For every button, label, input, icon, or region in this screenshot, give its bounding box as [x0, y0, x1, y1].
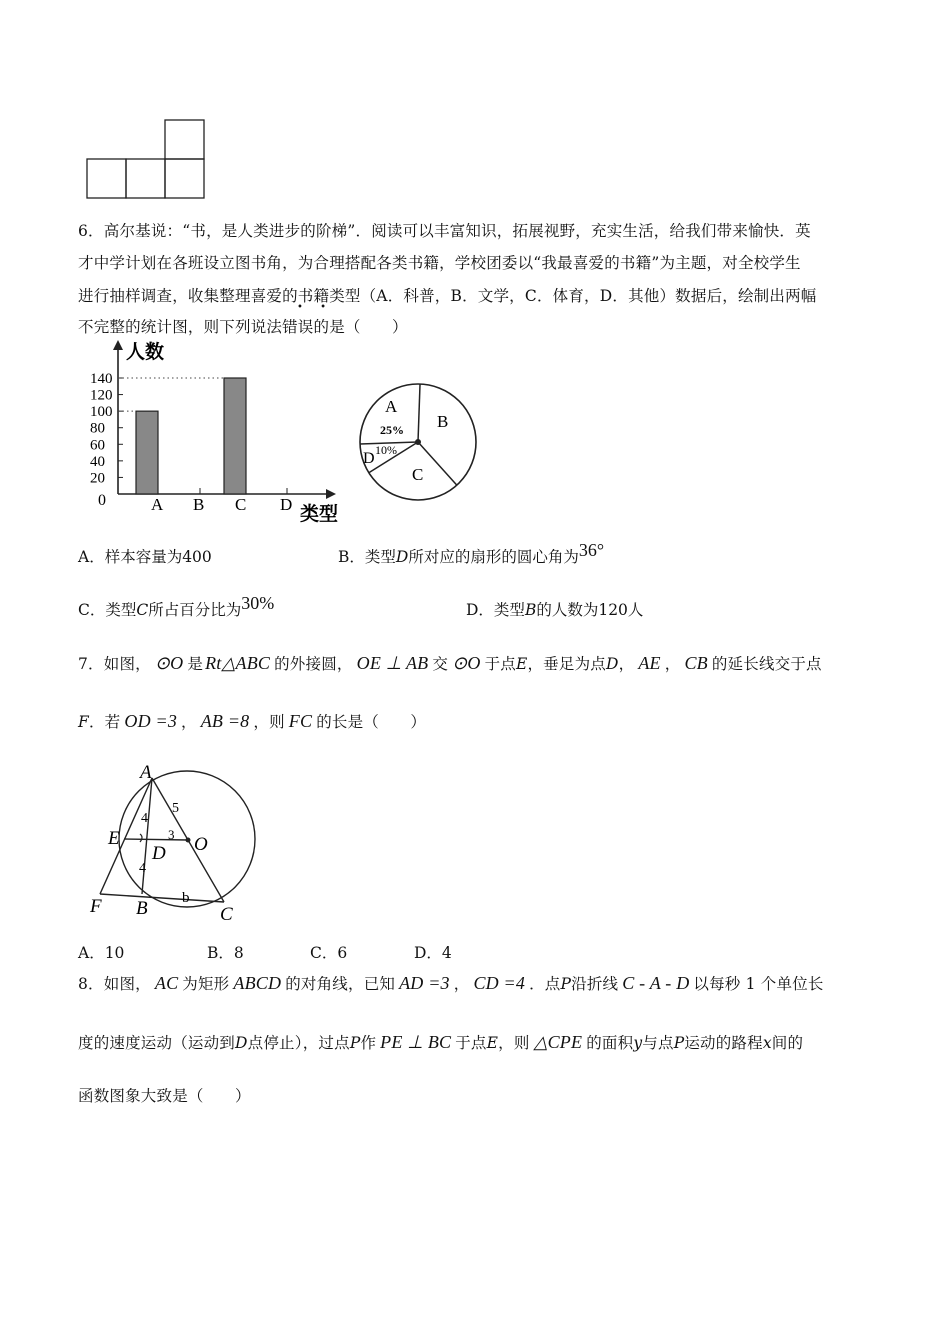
q7-var-e: E	[515, 655, 528, 673]
y-tick-label: 40	[90, 453, 105, 470]
y-tick-label: 100	[90, 404, 113, 421]
emphasis-dots: • •	[297, 302, 333, 313]
q7-option-d: D．4	[414, 944, 452, 962]
q8-var-x: x	[762, 1034, 772, 1052]
bar-C	[224, 378, 246, 494]
handwritten-6: b	[182, 890, 190, 906]
label-o: O	[194, 834, 208, 855]
q8-line-3: 函数图象大致是（ ）	[78, 1087, 251, 1105]
q8-math-perp: PE ⊥ BC	[380, 1032, 452, 1052]
q6-option-d-suffix: 的人数为120人	[536, 601, 644, 619]
line-fc	[100, 894, 224, 902]
q6-option-c-mid: 所占百分比为	[148, 601, 242, 619]
q8-var-p: P	[560, 975, 572, 993]
handwritten-4-lower: 4	[139, 861, 146, 876]
q6-option-c	[78, 593, 275, 620]
q8-text: 于点	[455, 1034, 487, 1052]
y-tick-label: 80	[90, 420, 105, 437]
net-square-3	[165, 159, 204, 198]
q8-var-p: P	[349, 1034, 361, 1052]
q8-line-1	[78, 972, 824, 994]
y-tick-label: 140	[90, 371, 113, 387]
q7-math-cb: CB	[684, 653, 708, 673]
net-square-top	[165, 120, 204, 159]
category-label-B: B	[193, 495, 205, 514]
label-e: E	[108, 828, 120, 849]
y-tick-label: 60	[90, 437, 105, 454]
q6-line-2: 才中学计划在各班设立图书角，为合理搭配各类书籍，学校团委以“我最喜爱的书籍”为主题，对全校学生	[78, 254, 801, 272]
q6-option-b-mid: 所对应的扇形的圆心角为	[408, 548, 579, 566]
y-axis-title: 人数	[126, 342, 165, 363]
x-axis-title: 类型	[300, 504, 339, 525]
pie-annotation-A: 25%	[380, 423, 404, 437]
right-angle-mark	[140, 834, 142, 842]
x-axis-arrow	[326, 489, 336, 499]
q8-text: 沿折线	[571, 975, 619, 993]
q6-option-a: A．样本容量为400	[78, 548, 212, 566]
q7-text: 是	[187, 655, 204, 673]
q7-text: ，	[664, 655, 681, 673]
q8-text: 运动的路程	[684, 1034, 763, 1052]
q7-math-perp: OE ⊥ AB	[356, 653, 429, 673]
q7-option-c: C．6	[310, 944, 348, 962]
q7-line-1	[78, 652, 822, 674]
q6-option-b-math: 36°	[578, 540, 605, 560]
q7-text: 于点	[484, 655, 516, 673]
label-b: B	[136, 898, 148, 919]
q8-math-path: C - A - D	[622, 973, 690, 993]
pie-divider	[418, 384, 420, 442]
q8-text: 点停止），过点	[247, 1034, 350, 1052]
category-label-D: D	[280, 495, 293, 514]
q8-text: ，则	[498, 1034, 530, 1052]
handwritten-4-upper: 4	[141, 811, 148, 826]
pie-label-B: B	[437, 412, 449, 431]
q8-text: 的面积	[586, 1034, 634, 1052]
q8-text: 间的	[771, 1034, 804, 1052]
pie-divider	[418, 442, 457, 485]
pie-chart	[355, 360, 490, 505]
q8-text: ．点	[529, 975, 561, 993]
bar-chart	[78, 338, 358, 528]
q7-math-triangle: Rt△ABC	[205, 653, 271, 673]
q7-option-b: B．8	[207, 944, 244, 962]
q8-line-2	[78, 1031, 803, 1053]
q7-math-fc: FC	[288, 711, 313, 731]
q6-option-c-prefix: C．类型	[78, 601, 137, 619]
q8-var-d: D	[235, 1034, 248, 1052]
pie-center	[415, 439, 421, 445]
pie-annotation-D: 10%	[375, 443, 397, 457]
q7-math-circle-o: ⊙O	[452, 653, 481, 673]
q6-option-d	[466, 598, 643, 620]
pie-chart-marks	[360, 384, 476, 500]
q8-var-p: P	[673, 1034, 685, 1052]
q7-math-ab: AB =8	[200, 711, 250, 731]
q8-text: 的对角线，已知	[285, 975, 396, 993]
bar-chart-marks	[90, 340, 338, 525]
q6-option-c-var: C	[136, 601, 149, 619]
y-tick-label: 120	[90, 387, 113, 404]
line-eo	[124, 839, 188, 840]
category-label-C: C	[235, 495, 247, 514]
q7-line-2	[78, 710, 426, 732]
q7-text: 交	[432, 655, 449, 673]
q8-text: 为矩形	[182, 975, 230, 993]
category-label-A: A	[151, 495, 164, 514]
q6-option-d-var: B	[524, 601, 537, 619]
q8-var-y: y	[633, 1034, 643, 1052]
q8-math-cd: CD =4	[473, 973, 526, 993]
q7-text: ，则	[253, 713, 285, 731]
q6-line-4: 不完整的统计图，则下列说法错误的是（ ）	[78, 318, 408, 336]
q7-math-od: OD =3	[124, 711, 178, 731]
q6-line-3: 进行抽样调查，收集整理喜爱的书籍类型（A．科普，B．文学，C．体育，D．其他）数据后，绘制出两幅	[78, 287, 817, 305]
handwritten-3: 3	[168, 827, 175, 842]
q6-option-c-math: 30%	[241, 593, 275, 613]
q6-option-b-var: D	[395, 548, 409, 566]
cube-net-figure	[80, 112, 220, 204]
q6-option-d-prefix: D．类型	[466, 601, 525, 619]
label-d: D	[152, 843, 166, 864]
point-o	[186, 838, 191, 843]
q8-text: ，	[453, 975, 470, 993]
net-square-1	[87, 159, 126, 198]
q6-option-b	[338, 540, 605, 567]
q7-math-circle-o: ⊙O	[154, 653, 184, 673]
q7-text: ，垂足为点	[527, 655, 606, 673]
q8-math-triangle: △CPE	[533, 1032, 583, 1052]
pie-label-A: A	[385, 397, 398, 416]
q8-text: 作	[360, 1034, 377, 1052]
pie-label-C: C	[412, 465, 424, 484]
label-f: F	[90, 896, 102, 917]
q7-text: ，	[618, 655, 635, 673]
q7-text: ．若	[88, 713, 121, 731]
y-tick-label: 20	[90, 470, 105, 487]
q8-var-e: E	[486, 1034, 499, 1052]
q8-text: 度的速度运动（运动到	[78, 1034, 236, 1052]
net-square-2	[126, 159, 165, 198]
q8-text: 8．如图，	[78, 975, 151, 993]
q7-text: 的延长线交于点	[711, 655, 822, 673]
q7-option-a: A．10	[78, 944, 125, 962]
label-a: A	[140, 762, 152, 783]
q7-text: 7．如图，	[78, 655, 151, 673]
q7-geometry-figure	[82, 762, 267, 927]
q6-line-1: 6．高尔基说：“书，是人类进步的阶梯”．阅读可以丰富知识，拓展视野，充实生活，给我们带来愉快．英	[78, 222, 811, 240]
q8-text: 以每秒 1 个单位长	[693, 975, 824, 993]
q8-math-abcd: ABCD	[233, 973, 282, 993]
q7-text: 的长是（ ）	[316, 713, 427, 731]
q6-option-b-prefix: B．类型	[338, 548, 396, 566]
pie-label-D: D	[363, 450, 375, 467]
label-c: C	[220, 904, 233, 925]
bar-A	[136, 411, 158, 494]
y-tick-label-0: 0	[98, 492, 106, 509]
q7-text: ，	[181, 713, 197, 731]
y-axis-arrow	[113, 340, 123, 350]
q8-text: 与点	[642, 1034, 674, 1052]
q7-text: 的外接圆，	[274, 655, 353, 673]
q7-math-ae: AE	[638, 653, 661, 673]
q8-math-ad: AD =3	[399, 973, 450, 993]
handwritten-5: 5	[172, 801, 179, 816]
q7-var-f: F	[78, 713, 89, 731]
q7-var-d: D	[606, 655, 619, 673]
q8-math-ac: AC	[154, 973, 179, 993]
